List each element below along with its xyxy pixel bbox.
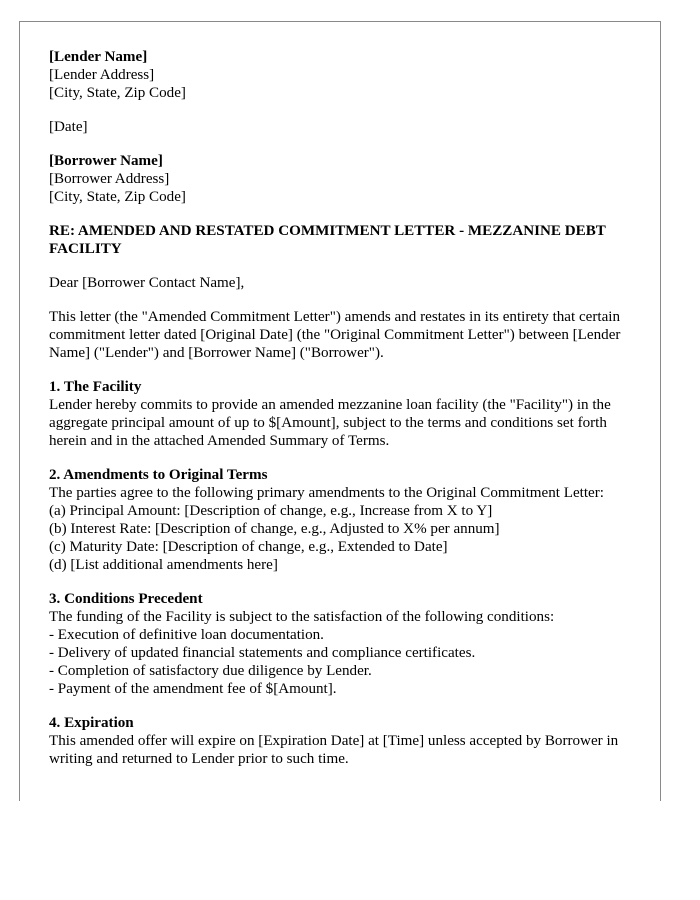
- list-item: (d) [List additional amendments here]: [49, 557, 278, 573]
- lender-name: [Lender Name]: [49, 49, 148, 65]
- lender-address: [Lender Address]: [49, 67, 155, 83]
- section-body: The parties agree to the following primary amendments to the Original Commitment Letter:: [49, 485, 604, 501]
- borrower-city-state-zip: [City, State, Zip Code]: [49, 189, 186, 205]
- letter-content: [49, 48, 632, 768]
- conditions-list: [49, 626, 632, 698]
- section-body: This amended offer will expire on [Expiration Date] at [Time] unless accepted by Borrower in writing and returned to Lender prior to such time.: [49, 733, 619, 767]
- list-item: (c) Maturity Date: [Description of change, e.g., Extended to Date]: [49, 539, 448, 555]
- list-item: (b) Interest Rate: [Description of change, e.g., Adjusted to X% per annum]: [49, 521, 500, 537]
- list-item: - Completion of satisfactory due diligence by Lender.: [49, 663, 372, 679]
- section-title: 3. Conditions Precedent: [49, 591, 203, 607]
- subject-line: RE: AMENDED AND RESTATED COMMITMENT LETTER - MEZZANINE DEBT FACILITY: [49, 223, 610, 257]
- borrower-address: [Borrower Address]: [49, 171, 170, 187]
- list-item: - Payment of the amendment fee of $[Amount].: [49, 681, 337, 697]
- section-title: 4. Expiration: [49, 715, 134, 731]
- intro-block: [49, 308, 632, 362]
- section-body: The funding of the Facility is subject to the satisfaction of the following conditions:: [49, 609, 555, 625]
- amendment-list: [49, 502, 632, 574]
- letter-page: [19, 21, 661, 801]
- section-2: [49, 466, 632, 574]
- section-title: 1. The Facility: [49, 379, 142, 395]
- section-4: [49, 714, 632, 768]
- intro-paragraph: This letter (the "Amended Commitment Letter") amends and restates in its entirety that certain commitment letter dated [Original Date] (the "Original Commitment Letter") between [Lender Name] ("Lender") and [Borrower Name] ("Borrower").: [49, 309, 621, 361]
- date-block: [49, 118, 632, 136]
- section-title: 2. Amendments to Original Terms: [49, 467, 268, 483]
- borrower-address-block: [49, 152, 632, 206]
- section-1: [49, 378, 632, 450]
- salutation: Dear [Borrower Contact Name],: [49, 275, 245, 291]
- section-body: Lender hereby commits to provide an amended mezzanine loan facility (the "Facility") in the aggregate principal amount of up to $[Amount], subject to the terms and conditions set forth herein and in the attached Amended Summary of Terms.: [49, 397, 611, 449]
- lender-city-state-zip: [City, State, Zip Code]: [49, 85, 186, 101]
- salutation-block: [49, 274, 632, 292]
- list-item: - Execution of definitive loan documentation.: [49, 627, 324, 643]
- list-item: - Delivery of updated financial statements and compliance certificates.: [49, 645, 476, 661]
- subject-block: [49, 222, 632, 258]
- section-3: [49, 590, 632, 698]
- list-item: (a) Principal Amount: [Description of change, e.g., Increase from X to Y]: [49, 503, 493, 519]
- borrower-name: [Borrower Name]: [49, 153, 163, 169]
- lender-address-block: [49, 48, 632, 102]
- letter-date: [Date]: [49, 119, 88, 135]
